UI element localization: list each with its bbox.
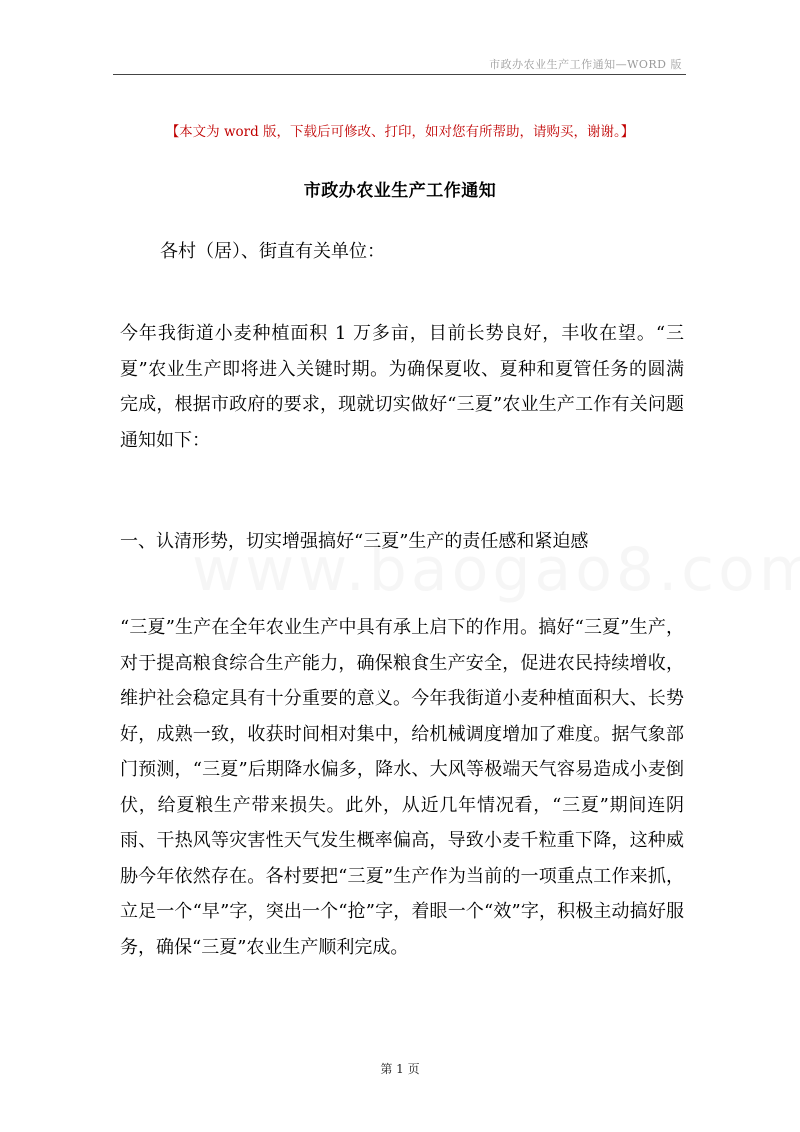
header-running-title: 市政办农业生产工作通知—WORD 版 [489,58,682,71]
section-heading-1: 一、认清形势，切实增强搞好“三夏”生产的责任感和紧迫感 [120,531,589,552]
paragraph-intro: 今年我街道小麦种植面积 1 万多亩，目前长势良好，丰收在望。“三夏”农业生产即将进入关键时期。为确保夏收、夏种和夏管任务的圆满完成，根据市政府的要求，现就切实做好“三夏”农业生产工作有关问题通知如下： [120,323,684,451]
document-title: 市政办农业生产工作通知 [303,181,497,201]
page-number: 第 1 页 [380,1062,420,1076]
purchase-notice: 【本文为 word 版，下载后可修改、打印，如对您有所帮助，请购买，谢谢。】 [165,124,635,140]
salutation: 各村（居）、街直有关单位： [160,241,385,262]
paragraph-body: “三夏”生产在全年农业生产中具有承上启下的作用。搞好“三夏”生产，对于提高粮食综合生产能力，确保粮食生产安全，促进农民持续增收，维护社会稳定具有十分重要的意义。今年我街道小麦种植面积大、长势好，成熟一致，收获时间相对集中，给机械调度增加了难度。据气象部门预测，“三夏”后期降水偏多，降水、大风等极端天气容易造成小麦倒伏，给夏粮生产带来损失。此外，从近几年情况看，“三夏”期间连阴雨、干热风等灾害性天气发生概率偏高，导致小麦千粒重下降，这种威胁今年依然存在。各村要把“三夏”生产作为当前的一项重点工作来抓，立足一个“早”字，突出一个“抢”字，着眼一个“效”字，积极主动搞好服务，确保“三夏”农业生产顺利完成。 [120,617,684,958]
watermark [192,535,800,605]
header-rule [113,74,686,75]
